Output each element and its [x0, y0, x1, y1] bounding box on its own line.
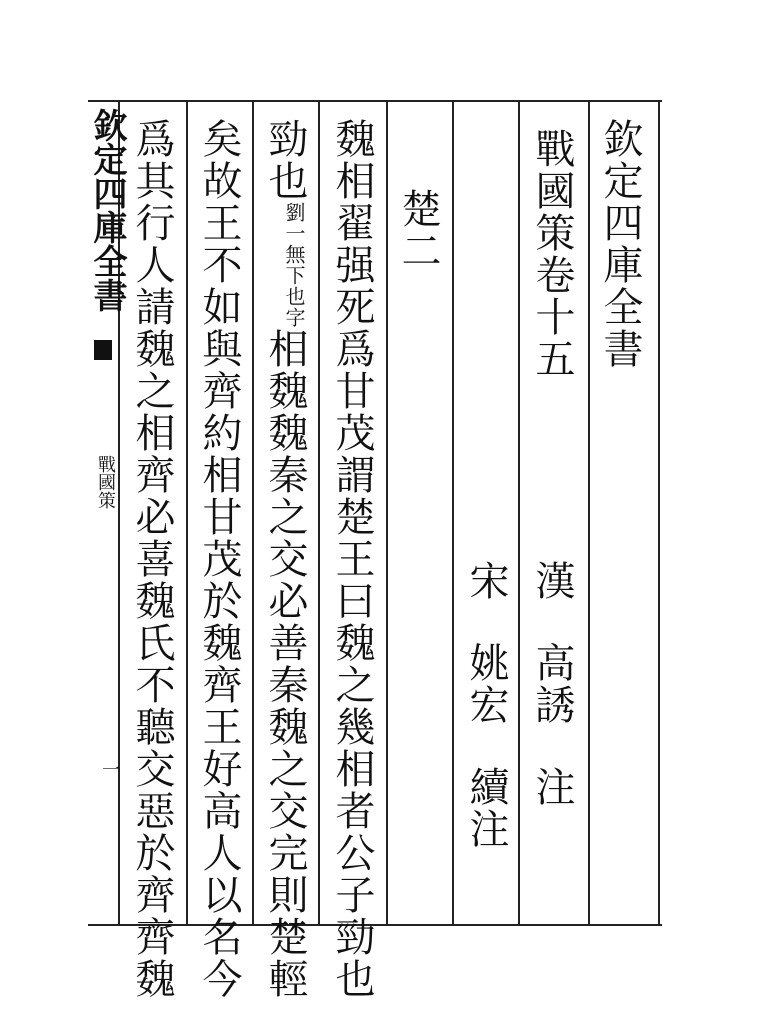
column-rule [252, 100, 254, 926]
right-border [658, 100, 660, 926]
column-section-heading: 楚二 [395, 188, 441, 272]
author-dynasty: 漢 [529, 560, 575, 602]
column-rule [588, 100, 590, 926]
text-segment: 勁也 [262, 118, 308, 202]
text-column [262, 118, 308, 1000]
text-column: 魏相翟强死爲甘茂謂楚王曰魏之幾相者公子勁也 [329, 118, 375, 1000]
commentary-note-left: 下也字 [282, 265, 306, 328]
column-volume-title: 戰國策卷十五 [529, 128, 575, 380]
margin-book-name: 戰國策 [95, 455, 116, 509]
column-rule [186, 100, 188, 926]
column-rule [518, 100, 520, 926]
column-author [529, 560, 575, 808]
column-rule [318, 100, 320, 926]
continuer-dynasty: 宋 [463, 560, 509, 602]
author-role: 注 [529, 766, 575, 808]
text-column: 矣故王不如與齊約相甘茂於魏齊王好高人以名今 [196, 118, 242, 1000]
text-segment: 相魏魏秦之交必善秦魏之交完則楚輕 [262, 328, 308, 1000]
commentary-note-right: 劉一無 [282, 202, 306, 265]
fishtail-mark [94, 340, 112, 360]
column-collection-title: 欽定四庫全書 [597, 118, 643, 370]
author-name: 高誘 [529, 642, 575, 726]
continuer-role: 續注 [463, 766, 509, 850]
top-border [88, 100, 662, 102]
column-continuer [463, 560, 509, 850]
margin-page-number: 一 [99, 760, 120, 778]
column-rule [386, 100, 388, 926]
margin-collection-title: 欽定四庫全書 [87, 108, 127, 312]
column-rule [452, 100, 454, 926]
continuer-name: 姚宏 [463, 642, 509, 726]
text-column: 爲其行人請魏之相齊必喜魏氏不聽交惡於齊齊魏 [129, 118, 175, 1000]
